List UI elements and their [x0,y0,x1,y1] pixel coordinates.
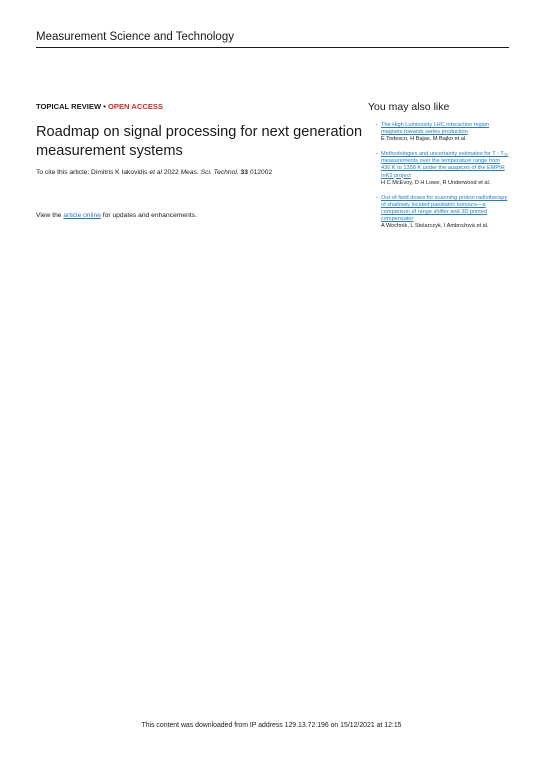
related-article-link[interactable]: Methodologies and uncertainty estimates for T - T₉₀ measurements over the temperature range from 430 K to 1358 K under the auspices of the EMPIR InK2 project [381,151,509,179]
related-article-link[interactable]: The High Luminosity LHC interaction region magnets towards series production [381,122,490,136]
citation-number: 012002 [248,169,273,176]
list-bullet: - [376,194,378,201]
view-online-prefix: View the [36,212,64,219]
related-article-link[interactable]: Out-of-field doses for scanning proton radiotherapy of shallowly located paediatric tumours—a comparison of range shifter and 3D printed compensator [381,194,508,223]
related-articles-list [376,122,509,238]
article-online-link[interactable]: article online [63,212,101,219]
related-article-authors: E Todesco, H Bajas, M Bajko et al. [381,136,467,143]
open-access-label: OPEN ACCESS [108,102,164,111]
related-article-authors: H C McEvoy, D H Lowe, R Underwood et al. [381,179,491,186]
citation-year: 2022 [161,169,181,176]
related-article [376,122,509,143]
related-article [376,194,509,230]
download-notice: This content was downloaded from IP address 129.13.72.196 on 15/12/2021 at 12:15 [141,722,402,729]
citation-line [36,169,272,176]
article-type-label: TOPICAL REVIEW [36,102,102,111]
related-article [376,151,509,186]
related-article-authors: A Wochnik, L Stolarczyk, I Ambrožová et al. [381,223,489,230]
journal-name: Measurement Science and Technology [36,31,234,43]
you-may-also-like-heading: You may also like [368,101,450,113]
article-title: Roadmap on signal processing for next generation measurement systems [36,124,363,159]
citation-prefix: To cite this article: Dimitris K Iakovidis [36,169,150,176]
citation-etal: et al [149,169,162,176]
citation-journal: Meas. Sci. Technol. [180,169,239,176]
view-online-line [36,212,197,219]
kicker-separator: • [101,102,109,111]
list-bullet: - [376,151,378,158]
header-divider [36,47,509,48]
list-bullet: - [376,122,378,128]
citation-volume: 33 [238,169,248,176]
article-kicker [36,102,163,111]
view-online-suffix: for updates and enhancements. [100,212,197,219]
